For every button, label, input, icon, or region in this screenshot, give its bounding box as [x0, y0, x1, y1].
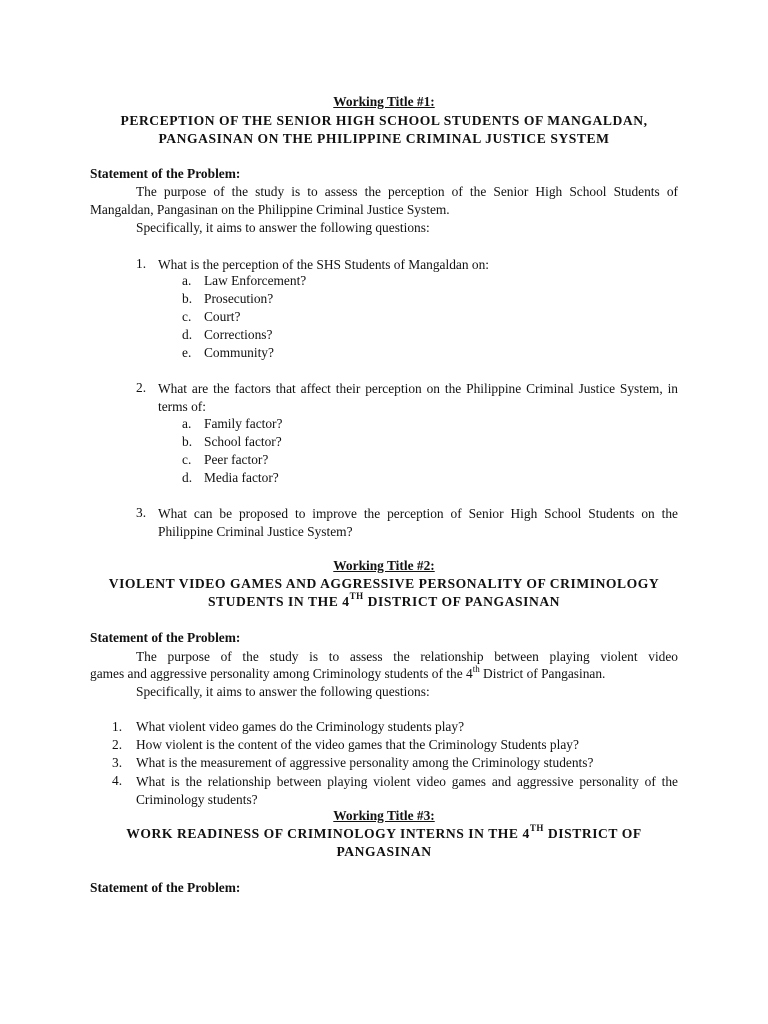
ordinal-superscript: TH [349, 591, 364, 602]
sub-item-letter: a. [182, 416, 192, 431]
question-text: What is the measurement of aggressive personality among the Criminology students? [136, 755, 594, 770]
sub-item-letter: e. [182, 345, 192, 360]
sub-item-text: Media factor? [204, 470, 279, 485]
specifically-text: Specifically, it aims to answer the following questions: [136, 220, 430, 235]
ordinal-superscript: th [472, 663, 480, 674]
title-text: DISTRICT OF [543, 826, 642, 841]
sub-item-text: Court? [204, 309, 241, 324]
purpose-text: District of Pangasinan. [479, 666, 606, 681]
title-text: DISTRICT OF PANGASINAN [363, 594, 561, 609]
question-number: 4. [112, 773, 123, 788]
ordinal-superscript: TH [529, 823, 544, 834]
sub-item-text: Family factor? [204, 416, 283, 431]
question-number: 3. [112, 755, 123, 770]
purpose-paragraph: The purpose of the study is to assess the perception of the Senior High School Students of Mangaldan, Pangasinan on the Philippine Criminal Justice System. [90, 184, 678, 217]
title-line: PANGASINAN ON THE PHILIPPINE CRIMINAL JUSTICE SYSTEM [158, 131, 610, 146]
title-text: STUDENTS IN THE 4 [207, 594, 350, 609]
working-title-3-title [92, 825, 676, 861]
sub-item-text: School factor? [204, 434, 282, 449]
question-text: What can be proposed to improve the perception of Senior High School Students on the Philippine Criminal Justice System? [158, 506, 678, 539]
sub-item-text: Law Enforcement? [204, 273, 307, 288]
working-title-3-heading: Working Title #3: [333, 808, 435, 823]
sub-item-letter: b. [182, 434, 193, 449]
question-text: What is the perception of the SHS Students of Mangaldan on: [158, 257, 489, 272]
sub-item-text: Community? [204, 345, 274, 360]
question-text: How violent is the content of the video games that the Criminology Students play? [136, 737, 579, 752]
question-text: What is the relationship between playing violent video games and aggressive personality of the Criminology students? [136, 774, 678, 807]
sub-item-letter: d. [182, 327, 193, 342]
title-line: VIOLENT VIDEO GAMES AND AGGRESSIVE PERSONALITY OF CRIMINOLOGY [108, 576, 660, 591]
question-number: 2. [136, 380, 147, 395]
purpose-paragraph-line: The purpose of the study is to assess the relationship between playing violent video [136, 649, 678, 664]
title-line: PERCEPTION OF THE SENIOR HIGH SCHOOL STUDENTS OF MANGALDAN, [120, 113, 648, 128]
working-title-2-title [92, 575, 676, 611]
purpose-paragraph-line [90, 663, 606, 682]
sub-item-text: Prosecution? [204, 291, 274, 306]
question-number: 3. [136, 505, 147, 520]
working-title-2-heading: Working Title #2: [333, 558, 435, 573]
sub-item-letter: c. [182, 452, 192, 467]
title-line [92, 825, 676, 843]
sub-item-letter: b. [182, 291, 193, 306]
statement-of-problem-label: Statement of the Problem: [90, 166, 241, 181]
question-number: 1. [112, 719, 123, 734]
sub-item-letter: c. [182, 309, 192, 324]
working-title-1-heading: Working Title #1: [333, 94, 435, 109]
title-line [92, 593, 676, 611]
question-number: 2. [112, 737, 123, 752]
working-title-1-title [92, 112, 676, 148]
sub-item-letter: d. [182, 470, 193, 485]
title-text: WORK READINESS OF CRIMINOLOGY INTERNS IN THE 4 [126, 826, 530, 841]
statement-of-problem-label: Statement of the Problem: [90, 630, 241, 645]
title-line: PANGASINAN [336, 844, 432, 859]
question-number: 1. [136, 256, 147, 271]
specifically-text: Specifically, it aims to answer the following questions: [136, 684, 430, 699]
sub-item-text: Peer factor? [204, 452, 269, 467]
sub-item-text: Corrections? [204, 327, 273, 342]
question-text: What violent video games do the Criminology students play? [136, 719, 465, 734]
purpose-text: games and aggressive personality among Criminology students of the 4 [90, 666, 473, 681]
statement-of-problem-label: Statement of the Problem: [90, 880, 241, 895]
question-text: What are the factors that affect their perception on the Philippine Criminal Justice System, in terms of: [158, 381, 678, 414]
sub-item-letter: a. [182, 273, 192, 288]
